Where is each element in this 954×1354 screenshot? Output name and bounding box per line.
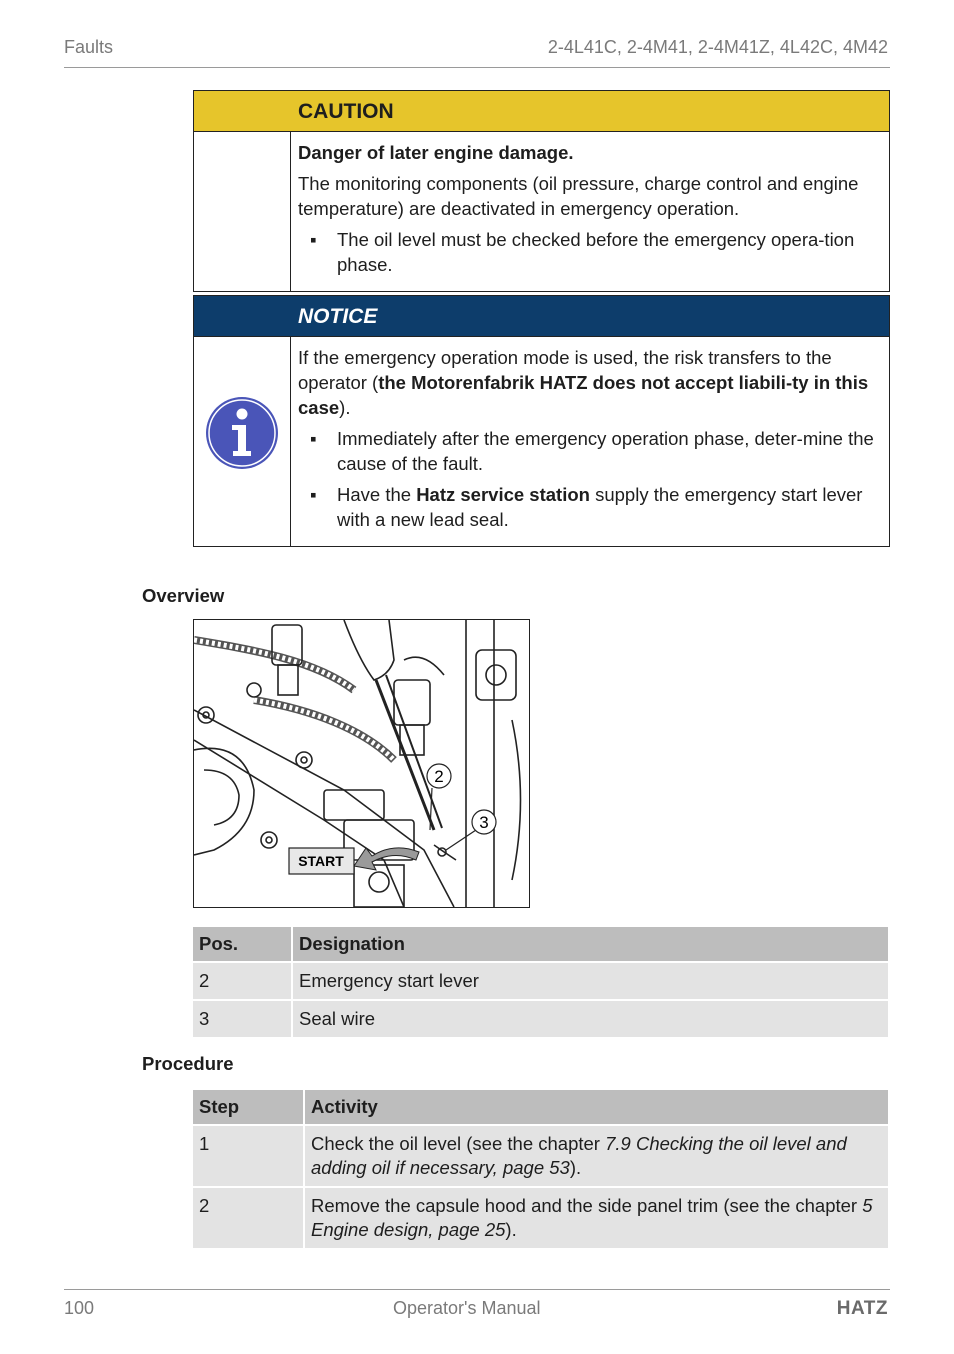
bullet-marker: ▪: [310, 229, 317, 250]
notice-title: NOTICE: [298, 305, 378, 328]
notice-text: If the emergency operation mode is used, the risk transfers to the operator (the Motorenfabrik HATZ does not accept liabili-ty in this case).: [298, 347, 869, 418]
callout-2: 2: [434, 767, 444, 786]
caution-title: CAUTION: [298, 100, 394, 123]
caution-text: The monitoring components (oil pressure, charge control and engine temperature) are deactivated in emergency operation.: [298, 173, 859, 219]
info-icon: [204, 395, 280, 471]
callout-3: 3: [479, 813, 489, 832]
brand-logo: HATZ: [836, 1298, 888, 1319]
table-row: [193, 1188, 888, 1248]
footer-rule: [64, 1289, 890, 1290]
table-header-row: [193, 1090, 888, 1124]
pos-cell: 2: [193, 963, 291, 999]
overview-figure: [193, 619, 530, 908]
caution-heading: Danger of later engine damage.: [298, 142, 574, 163]
engine-illustration: [194, 620, 529, 907]
notice-bullet-1-text: Immediately after the emergency operation phase, deter-mine the cause of the fault.: [337, 428, 874, 474]
bullet-marker: ▪: [310, 484, 317, 505]
notice-box: [193, 295, 890, 547]
procedure-table: [193, 1088, 888, 1250]
document-title: Operator's Manual: [393, 1298, 541, 1318]
notice-bullet-2-text: Have the Hatz service station supply the emergency start lever with a new lead seal.: [337, 484, 863, 530]
bullet-marker: ▪: [310, 428, 317, 449]
notice-bullet-2: [298, 482, 881, 532]
table-row: [193, 963, 888, 999]
caution-bullet-text: The oil level must be checked before the emergency opera-tion phase.: [337, 229, 855, 275]
pos-cell: 3: [193, 1001, 291, 1037]
table-row: [193, 1001, 888, 1037]
step-cell: 2: [193, 1188, 303, 1248]
procedure-title: Procedure: [142, 1053, 234, 1074]
chapter-reference-link[interactable]: 5 Engine design, page 25: [311, 1195, 873, 1240]
designation-cell: Emergency start lever: [291, 963, 888, 999]
start-label: START: [298, 853, 344, 869]
column-header-step: Step: [193, 1090, 303, 1124]
activity-cell: Check the oil level (see the chapter 7.9 Checking the oil level and adding oil if necessary, page 53).: [303, 1126, 888, 1186]
caution-box: [193, 90, 890, 292]
activity-cell: Remove the capsule hood and the side panel trim (see the chapter 5 Engine design, page 25).: [303, 1188, 888, 1248]
page-number: 100: [64, 1298, 95, 1318]
column-header-pos: Pos.: [193, 927, 291, 961]
caution-header: [194, 91, 889, 132]
overview-title: Overview: [142, 585, 225, 606]
table-row: [193, 1126, 888, 1186]
notice-bullet-1: [298, 426, 881, 476]
caution-bullet: [298, 227, 881, 277]
step-cell: 1: [193, 1126, 303, 1186]
chapter-reference-link[interactable]: 7.9 Checking the oil level and adding oil if necessary, page 53: [311, 1133, 847, 1178]
header-rule: [64, 67, 890, 68]
notice-icon-cell: [194, 337, 291, 546]
column-header-activity: Activity: [303, 1090, 888, 1124]
caution-icon-cell: [194, 132, 291, 291]
header-models: 2-4L41C, 2-4M41, 2-4M41Z, 4L42C, 4M42: [547, 37, 888, 57]
table-header-row: [193, 927, 888, 961]
designation-cell: Seal wire: [291, 1001, 888, 1037]
notice-header: [194, 296, 889, 337]
header-section: Faults: [64, 37, 114, 57]
column-header-designation: Designation: [291, 927, 888, 961]
positions-table: [193, 925, 888, 1039]
